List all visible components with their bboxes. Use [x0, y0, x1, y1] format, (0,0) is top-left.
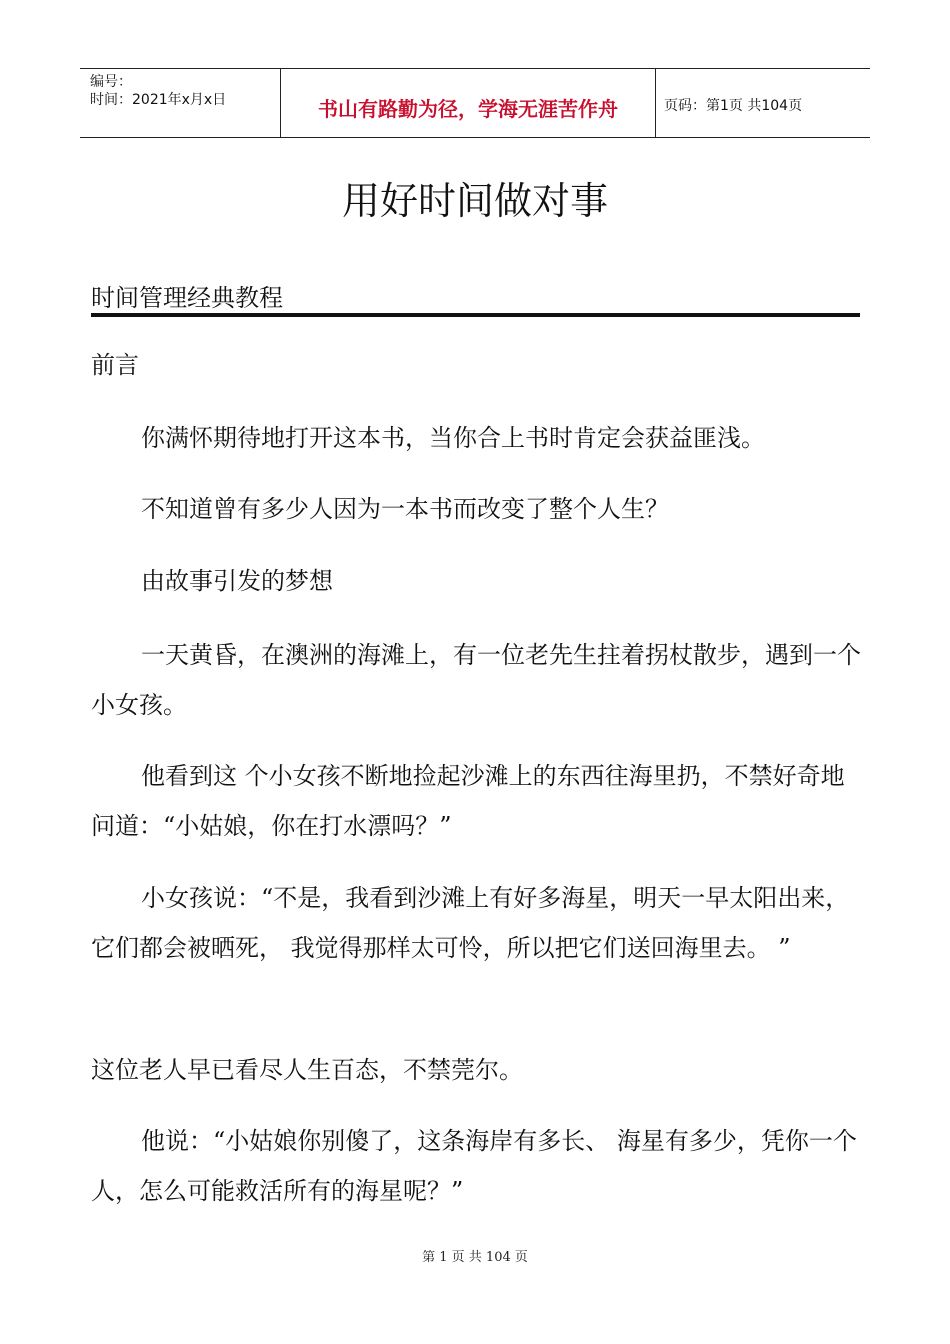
header-page-info: 页码：第1页 共104页 — [664, 98, 803, 114]
paragraph: 这位老人早已看尽人生百态，不禁莞尔。 — [91, 1056, 523, 1084]
header-page-cell — [664, 69, 870, 137]
header-table — [80, 68, 870, 138]
header-meta — [80, 69, 280, 137]
document-title: 用好时间做对事 — [341, 179, 608, 223]
page-footer: 第 1 页 共 104 页 — [422, 1250, 528, 1265]
number-label: 编号： — [90, 74, 132, 90]
paragraph: 不知道曾有多少人因为一本书而改变了整个人生？ — [141, 495, 669, 523]
document-subtitle: 时间管理经典教程 — [91, 284, 283, 312]
paragraph: 你满怀期待地打开这本书，当你合上书时肯定会获益匪浅。 — [141, 424, 765, 452]
paragraph: 他看到这 个小女孩不断地捡起沙滩上的东西往海里扔，不禁好奇地问道：“小姑娘，你在打水漂吗？” — [91, 762, 845, 840]
section-heading-story: 由故事引发的梦想 — [141, 567, 333, 595]
heading-rule — [91, 313, 860, 317]
header-motto-cell — [280, 69, 656, 137]
paragraph: 一天黄昏，在澳洲的海滩上，有一位老先生拄着拐杖散步，遇到一个小女孩。 — [91, 641, 861, 719]
header-motto: 书山有路勤为径，学海无涯苦作舟 — [318, 97, 618, 121]
time-label: 时间：2021年x月x日 — [90, 92, 227, 108]
paragraph: 小女孩说：“不是，我看到沙滩上有好多海星，明天一早太阳出来，它们都会被晒死， 我觉得那样太可怜，所以把它们送回海里去。 ” — [91, 884, 850, 962]
paragraph: 他说：“小姑娘你别傻了，这条海岸有多长、 海星有多少，凭你一个人，怎么可能救活所有的海星呢？” — [91, 1127, 857, 1205]
section-heading-preface: 前言 — [91, 351, 139, 379]
